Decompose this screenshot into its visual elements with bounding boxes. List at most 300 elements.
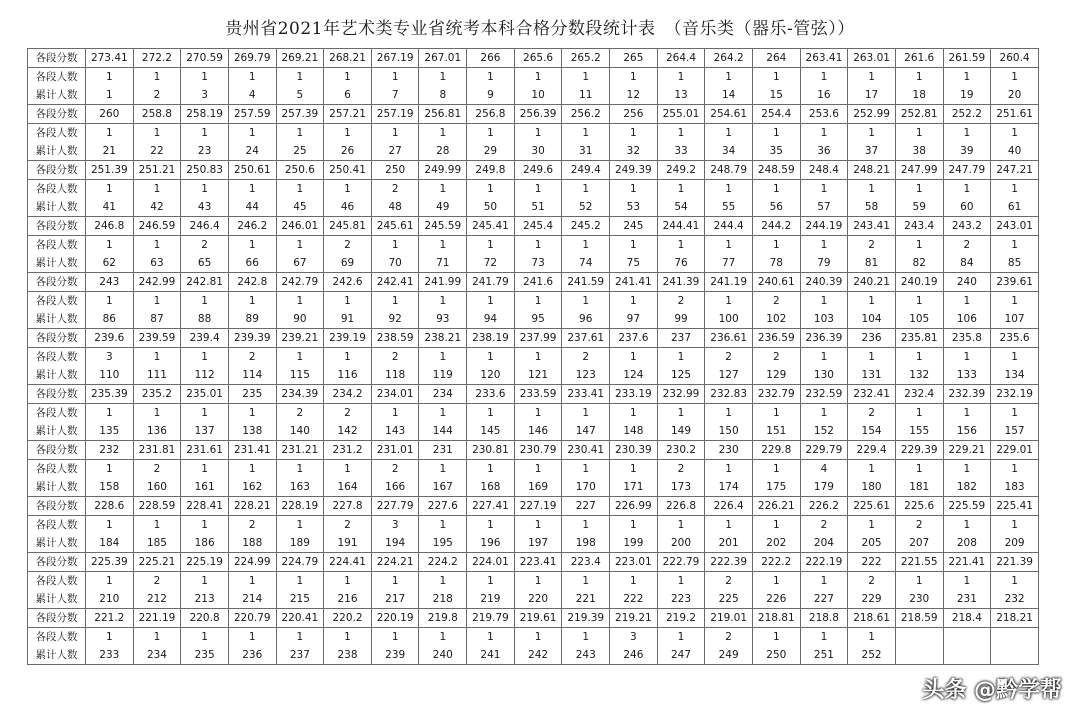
cumulative-value: 231 bbox=[956, 593, 977, 605]
count-cell bbox=[991, 180, 1039, 217]
cumulative-value: 210 bbox=[99, 593, 120, 605]
count-value: 1 bbox=[391, 631, 399, 643]
score-cell: 218.21 bbox=[991, 609, 1039, 628]
score-cell: 255.01 bbox=[657, 105, 705, 124]
count-value: 1 bbox=[105, 239, 113, 251]
count-value: 1 bbox=[344, 295, 351, 307]
count-cell bbox=[324, 124, 372, 161]
score-cell: 234.01 bbox=[371, 385, 419, 404]
count-value: 1 bbox=[963, 463, 971, 475]
cumulative-value: 127 bbox=[718, 369, 739, 381]
score-cell: 228.21 bbox=[228, 497, 276, 516]
count-cell bbox=[86, 404, 134, 441]
count-cell bbox=[133, 236, 181, 273]
count-value: 1 bbox=[915, 575, 923, 587]
score-cell: 261.6 bbox=[895, 49, 943, 68]
count-cell bbox=[276, 460, 324, 497]
count-cell bbox=[848, 572, 896, 609]
cumulative-value: 86 bbox=[102, 313, 116, 325]
cumulative-value: 20 bbox=[1007, 89, 1022, 101]
cumulative-value: 243 bbox=[575, 649, 596, 661]
cumulative-value: 57 bbox=[817, 201, 831, 213]
count-value: 1 bbox=[725, 407, 732, 419]
count-value: 1 bbox=[915, 239, 923, 251]
count-value: 1 bbox=[534, 351, 542, 363]
count-label: 各段人数 bbox=[35, 351, 78, 363]
count-cell bbox=[848, 348, 896, 385]
count-value: 1 bbox=[248, 295, 256, 307]
score-cell: 234.39 bbox=[276, 385, 324, 404]
score-cell: 242.99 bbox=[133, 273, 181, 292]
cumulative-label: 累计人数 bbox=[35, 369, 78, 381]
score-cell: 226.99 bbox=[610, 497, 658, 516]
count-value: 1 bbox=[487, 127, 494, 139]
cumulative-value: 53 bbox=[626, 201, 641, 213]
count-cell bbox=[86, 124, 134, 161]
score-cell: 254.4 bbox=[752, 105, 800, 124]
cumulative-value: 209 bbox=[1004, 537, 1025, 549]
count-value: 1 bbox=[725, 127, 732, 139]
count-cell bbox=[86, 68, 134, 105]
cumulative-value: 217 bbox=[385, 593, 406, 605]
score-cell: 241.41 bbox=[610, 273, 658, 292]
score-cell: 269.79 bbox=[228, 49, 276, 68]
count-cell bbox=[848, 180, 896, 217]
cumulative-label: 累计人数 bbox=[35, 145, 78, 157]
count-value: 1 bbox=[296, 183, 304, 195]
cumulative-value: 19 bbox=[960, 89, 974, 101]
count-cell bbox=[991, 572, 1039, 609]
count-row bbox=[28, 460, 1039, 497]
cumulative-value: 208 bbox=[956, 537, 977, 549]
score-cell: 221.55 bbox=[895, 553, 943, 572]
score-cell: 258.8 bbox=[133, 105, 181, 124]
count-value: 1 bbox=[248, 239, 256, 251]
count-cell bbox=[943, 460, 991, 497]
count-value: 1 bbox=[439, 463, 447, 475]
cumulative-value: 182 bbox=[956, 481, 977, 493]
cumulative-value: 222 bbox=[623, 593, 644, 605]
score-cell: 232.79 bbox=[752, 385, 800, 404]
count-label-cell bbox=[28, 348, 86, 385]
cumulative-value: 72 bbox=[483, 257, 498, 269]
cumulative-value: 94 bbox=[483, 313, 498, 325]
cumulative-value: 111 bbox=[146, 369, 167, 381]
score-cell: 225.19 bbox=[181, 553, 229, 572]
count-cell bbox=[514, 460, 562, 497]
cumulative-value: 233 bbox=[99, 649, 120, 661]
count-value: 1 bbox=[868, 631, 875, 643]
score-cell: 243.01 bbox=[991, 217, 1039, 236]
count-value: 1 bbox=[487, 351, 494, 363]
score-cell: 251.21 bbox=[133, 161, 181, 180]
score-cell: 233.41 bbox=[562, 385, 610, 404]
count-cell bbox=[800, 516, 848, 553]
count-value: 1 bbox=[772, 71, 780, 83]
cumulative-value: 214 bbox=[242, 593, 263, 605]
count-cell bbox=[848, 516, 896, 553]
cumulative-value: 3 bbox=[201, 89, 208, 101]
cumulative-value: 77 bbox=[721, 257, 736, 269]
cumulative-value: 56 bbox=[769, 201, 783, 213]
cumulative-value: 1 bbox=[105, 89, 113, 101]
score-cell: 241.79 bbox=[467, 273, 515, 292]
count-value: 1 bbox=[201, 71, 208, 83]
cumulative-value: 174 bbox=[718, 481, 739, 493]
count-cell bbox=[562, 404, 610, 441]
count-cell bbox=[181, 292, 229, 329]
count-value: 1 bbox=[963, 407, 971, 419]
score-cell: 225.59 bbox=[943, 497, 991, 516]
count-value: 2 bbox=[868, 407, 875, 419]
count-cell bbox=[657, 460, 705, 497]
count-value: 1 bbox=[105, 295, 113, 307]
count-value: 3 bbox=[105, 351, 113, 363]
count-value: 1 bbox=[1011, 407, 1018, 419]
count-cell bbox=[705, 124, 753, 161]
cumulative-value: 17 bbox=[864, 89, 879, 101]
count-value: 1 bbox=[1011, 463, 1018, 475]
count-value: 1 bbox=[963, 183, 971, 195]
count-value: 1 bbox=[820, 239, 828, 251]
count-value: 1 bbox=[915, 295, 923, 307]
score-cell: 231.81 bbox=[133, 441, 181, 460]
count-value: 1 bbox=[582, 295, 590, 307]
score-cell: 229.39 bbox=[895, 441, 943, 460]
count-value: 2 bbox=[248, 519, 256, 531]
count-cell bbox=[371, 628, 419, 665]
count-cell bbox=[419, 236, 467, 273]
score-cell: 243.4 bbox=[895, 217, 943, 236]
count-label: 各段人数 bbox=[35, 183, 78, 195]
count-cell bbox=[324, 68, 372, 105]
score-cell: 265.2 bbox=[562, 49, 610, 68]
score-cell: 228.19 bbox=[276, 497, 324, 516]
score-cell: 232 bbox=[86, 441, 134, 460]
cumulative-value: 93 bbox=[436, 313, 450, 325]
score-cell: 246.4 bbox=[181, 217, 229, 236]
count-cell bbox=[133, 516, 181, 553]
count-label: 各段人数 bbox=[35, 71, 78, 83]
count-cell bbox=[705, 516, 753, 553]
score-cell: 225.41 bbox=[991, 497, 1039, 516]
cumulative-value: 52 bbox=[579, 201, 593, 213]
cumulative-value: 97 bbox=[626, 313, 641, 325]
count-value: 1 bbox=[534, 463, 542, 475]
cumulative-value: 70 bbox=[388, 257, 402, 269]
count-cell bbox=[800, 628, 848, 665]
score-cell: 227.8 bbox=[324, 497, 372, 516]
score-cell: 225.6 bbox=[895, 497, 943, 516]
count-value: 1 bbox=[201, 295, 208, 307]
cumulative-label: 累计人数 bbox=[35, 425, 78, 437]
cumulative-value: 138 bbox=[242, 425, 263, 437]
count-row bbox=[28, 404, 1039, 441]
cumulative-value: 91 bbox=[340, 313, 355, 325]
count-cell bbox=[371, 124, 419, 161]
score-cell: 247.79 bbox=[943, 161, 991, 180]
score-label: 各段分数 bbox=[28, 273, 86, 292]
count-value: 1 bbox=[391, 239, 399, 251]
count-value: 2 bbox=[582, 351, 590, 363]
score-cell: 266 bbox=[467, 49, 515, 68]
cumulative-value: 207 bbox=[909, 537, 930, 549]
cumulative-label: 累计人数 bbox=[35, 593, 78, 605]
count-cell bbox=[181, 180, 229, 217]
count-value: 1 bbox=[582, 519, 590, 531]
count-cell bbox=[133, 404, 181, 441]
count-cell bbox=[276, 236, 324, 273]
cumulative-value: 200 bbox=[670, 537, 692, 549]
count-value: 1 bbox=[439, 407, 447, 419]
score-cell: 258.19 bbox=[181, 105, 229, 124]
count-cell bbox=[752, 348, 800, 385]
score-cell: 218.8 bbox=[800, 609, 848, 628]
score-cell: 223.01 bbox=[610, 553, 658, 572]
count-cell bbox=[467, 628, 515, 665]
count-row bbox=[28, 292, 1039, 329]
cumulative-value: 40 bbox=[1007, 145, 1022, 157]
count-cell bbox=[800, 236, 848, 273]
cumulative-value: 8 bbox=[439, 89, 447, 101]
count-value: 2 bbox=[677, 463, 685, 475]
score-cell: 218.81 bbox=[752, 609, 800, 628]
count-cell bbox=[943, 404, 991, 441]
score-cell: 267.19 bbox=[371, 49, 419, 68]
score-cell: 227.6 bbox=[419, 497, 467, 516]
score-cell: 263.01 bbox=[848, 49, 896, 68]
cumulative-value: 78 bbox=[769, 257, 783, 269]
count-cell bbox=[705, 68, 753, 105]
count-value: 1 bbox=[296, 631, 304, 643]
count-cell bbox=[371, 68, 419, 105]
count-value: 1 bbox=[248, 71, 256, 83]
count-cell bbox=[228, 180, 276, 217]
count-value: 1 bbox=[868, 351, 875, 363]
count-cell bbox=[895, 236, 943, 273]
count-value: 1 bbox=[391, 407, 399, 419]
score-cell: 232.39 bbox=[943, 385, 991, 404]
count-value: 1 bbox=[153, 519, 161, 531]
score-cell: 248.21 bbox=[848, 161, 896, 180]
count-cell bbox=[895, 348, 943, 385]
count-value: 1 bbox=[582, 183, 590, 195]
score-cell: 235.81 bbox=[895, 329, 943, 348]
score-cell: 239.4 bbox=[181, 329, 229, 348]
count-value: 1 bbox=[296, 239, 304, 251]
score-cell: 222.79 bbox=[657, 553, 705, 572]
count-cell bbox=[562, 348, 610, 385]
count-value: 1 bbox=[677, 183, 685, 195]
score-cell: 231.61 bbox=[181, 441, 229, 460]
score-cell: 269.21 bbox=[276, 49, 324, 68]
score-cell: 219.39 bbox=[562, 609, 610, 628]
count-value: 1 bbox=[963, 295, 971, 307]
count-value: 1 bbox=[630, 295, 637, 307]
cumulative-value: 163 bbox=[289, 481, 310, 493]
score-row bbox=[28, 609, 1039, 628]
cumulative-value: 121 bbox=[528, 369, 549, 381]
count-cell bbox=[228, 404, 276, 441]
cumulative-value: 136 bbox=[146, 425, 167, 437]
cumulative-value: 45 bbox=[293, 201, 307, 213]
score-cell: 264.2 bbox=[705, 49, 753, 68]
count-value: 1 bbox=[868, 71, 875, 83]
count-value: 1 bbox=[677, 239, 685, 251]
count-value: 1 bbox=[296, 71, 304, 83]
count-value: 1 bbox=[439, 519, 447, 531]
count-cell bbox=[705, 180, 753, 217]
cumulative-value: 37 bbox=[864, 145, 879, 157]
cumulative-value: 151 bbox=[766, 425, 787, 437]
count-cell bbox=[610, 628, 658, 665]
count-value: 1 bbox=[439, 631, 447, 643]
count-value: 1 bbox=[153, 71, 161, 83]
cumulative-value: 120 bbox=[480, 369, 501, 381]
count-label-cell bbox=[28, 292, 86, 329]
count-value: 1 bbox=[630, 463, 637, 475]
count-value: 1 bbox=[534, 183, 542, 195]
score-label: 各段分数 bbox=[28, 385, 86, 404]
cumulative-value: 180 bbox=[861, 481, 882, 493]
cumulative-value: 42 bbox=[150, 201, 164, 213]
count-value: 1 bbox=[153, 239, 161, 251]
cumulative-value: 171 bbox=[623, 481, 644, 493]
score-cell: 225.39 bbox=[86, 553, 134, 572]
count-cell bbox=[752, 516, 800, 553]
count-value: 2 bbox=[772, 295, 780, 307]
count-value: 1 bbox=[963, 351, 971, 363]
count-cell bbox=[991, 516, 1039, 553]
cumulative-value: 66 bbox=[245, 257, 259, 269]
count-cell bbox=[86, 292, 134, 329]
count-cell bbox=[467, 348, 515, 385]
count-cell bbox=[276, 68, 324, 105]
score-cell: 239.21 bbox=[276, 329, 324, 348]
score-label: 各段分数 bbox=[28, 329, 86, 348]
count-value: 1 bbox=[868, 463, 875, 475]
score-cell: 220.19 bbox=[371, 609, 419, 628]
cumulative-value: 229 bbox=[861, 593, 882, 605]
cumulative-value: 36 bbox=[817, 145, 831, 157]
cumulative-value: 234 bbox=[146, 649, 167, 661]
count-cell bbox=[276, 572, 324, 609]
count-value: 1 bbox=[582, 71, 590, 83]
cumulative-value: 63 bbox=[150, 257, 164, 269]
count-cell bbox=[562, 628, 610, 665]
count-cell bbox=[705, 404, 753, 441]
count-label: 各段人数 bbox=[35, 239, 78, 251]
count-value: 1 bbox=[534, 127, 542, 139]
cumulative-value: 59 bbox=[912, 201, 926, 213]
count-value: 1 bbox=[296, 127, 304, 139]
count-cell bbox=[133, 460, 181, 497]
score-cell: 225.21 bbox=[133, 553, 181, 572]
score-cell: 245.4 bbox=[514, 217, 562, 236]
score-label: 各段分数 bbox=[28, 161, 86, 180]
count-value: 1 bbox=[248, 631, 256, 643]
score-cell: 268.21 bbox=[324, 49, 372, 68]
cumulative-label: 累计人数 bbox=[35, 313, 78, 325]
count-cell bbox=[276, 292, 324, 329]
count-cell bbox=[752, 292, 800, 329]
cumulative-value: 226 bbox=[766, 593, 787, 605]
count-cell bbox=[228, 572, 276, 609]
count-value: 3 bbox=[391, 519, 399, 531]
score-cell: 218.59 bbox=[895, 609, 943, 628]
cumulative-value: 24 bbox=[245, 145, 259, 157]
count-value: 1 bbox=[820, 127, 828, 139]
count-cell bbox=[228, 292, 276, 329]
cumulative-value: 218 bbox=[432, 593, 453, 605]
score-cell: 245.59 bbox=[419, 217, 467, 236]
cumulative-value: 118 bbox=[385, 369, 406, 381]
score-cell: 235.6 bbox=[991, 329, 1039, 348]
count-cell bbox=[228, 516, 276, 553]
score-cell: 229.79 bbox=[800, 441, 848, 460]
count-label: 各段人数 bbox=[35, 295, 78, 307]
score-cell: 240.19 bbox=[895, 273, 943, 292]
count-cell bbox=[562, 180, 610, 217]
count-value: 1 bbox=[201, 631, 208, 643]
score-cell: 236 bbox=[848, 329, 896, 348]
count-cell bbox=[467, 572, 515, 609]
score-label: 各段分数 bbox=[28, 497, 86, 516]
cumulative-value: 238 bbox=[337, 649, 358, 661]
cumulative-value: 82 bbox=[912, 257, 926, 269]
cumulative-value: 71 bbox=[436, 257, 450, 269]
score-cell: 235.01 bbox=[181, 385, 229, 404]
count-value: 1 bbox=[487, 71, 494, 83]
count-value: 1 bbox=[153, 127, 161, 139]
count-value: 1 bbox=[582, 631, 590, 643]
score-cell: 245.81 bbox=[324, 217, 372, 236]
score-cell: 232.83 bbox=[705, 385, 753, 404]
cumulative-value: 168 bbox=[480, 481, 501, 493]
cumulative-value: 75 bbox=[626, 257, 641, 269]
cumulative-value: 7 bbox=[391, 89, 399, 101]
cumulative-value: 10 bbox=[531, 89, 545, 101]
count-cell bbox=[86, 572, 134, 609]
score-cell: 250.6 bbox=[276, 161, 324, 180]
cumulative-value: 84 bbox=[960, 257, 974, 269]
count-cell bbox=[895, 68, 943, 105]
cumulative-value: 38 bbox=[912, 145, 926, 157]
cumulative-value: 149 bbox=[670, 425, 692, 437]
count-value: 1 bbox=[248, 127, 256, 139]
score-cell: 265 bbox=[610, 49, 658, 68]
count-value: 1 bbox=[487, 631, 494, 643]
count-cell bbox=[86, 236, 134, 273]
cumulative-value: 132 bbox=[909, 369, 930, 381]
count-value: 1 bbox=[915, 127, 923, 139]
cumulative-value: 5 bbox=[296, 89, 304, 101]
cumulative-value: 181 bbox=[909, 481, 930, 493]
count-value: 1 bbox=[296, 351, 304, 363]
cumulative-value: 137 bbox=[194, 425, 215, 437]
cumulative-value: 251 bbox=[813, 649, 834, 661]
count-cell bbox=[514, 348, 562, 385]
count-value: 2 bbox=[344, 519, 351, 531]
score-cell: 273.41 bbox=[86, 49, 134, 68]
score-cell: 257.59 bbox=[228, 105, 276, 124]
count-cell bbox=[562, 68, 610, 105]
count-value: 1 bbox=[772, 407, 780, 419]
count-row bbox=[28, 516, 1039, 553]
cumulative-value: 11 bbox=[579, 89, 593, 101]
cumulative-value: 145 bbox=[480, 425, 501, 437]
count-value: 1 bbox=[725, 295, 732, 307]
